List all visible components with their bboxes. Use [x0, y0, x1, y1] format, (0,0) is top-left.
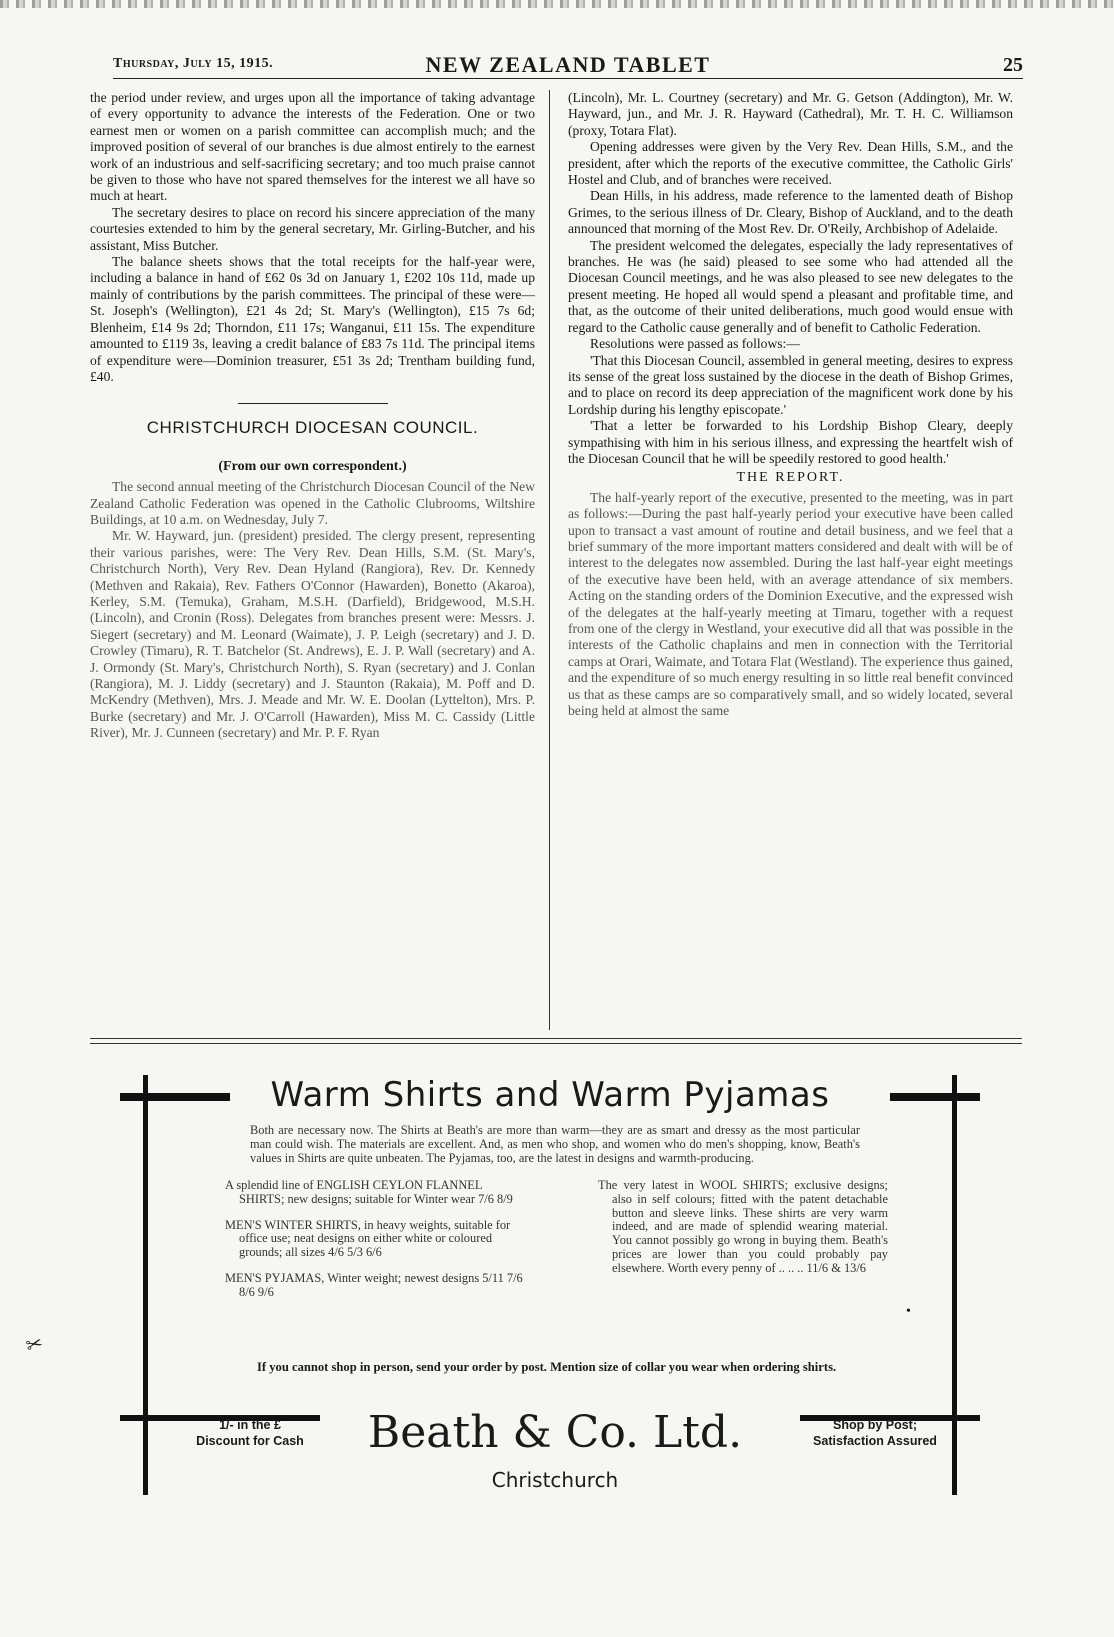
ad-item: MEN'S WINTER SHIRTS, in heavy weights, suitable for office use; neat designs on either white or coloured grounds; all sizes 4/6 5/3 6/6: [225, 1217, 511, 1260]
ad-item: The very latest in WOOL SHIRTS; exclusive designs; also in self colours; fitted with the patent detachable button and sleeve links. These shirts are very warm indeed, and are made of splendid wearing material. You cannot possibly go wrong in buying them. Beath's prices are lower than you could probably pay elsewhere. Worth every penny of .. .. .. 11/6 & 13/6: [598, 1178, 888, 1275]
ad-company-name: Beath & Co. Ltd.: [367, 1407, 743, 1458]
ad-shop-by-post: [795, 1417, 955, 1449]
ad-items-right: [598, 1179, 888, 1288]
paragraph: (Lincoln), Mr. L. Courtney (secretary) and Mr. G. Getson (Addington), Mr. W. Hayward, jun., and Mr. J. R. Hayward (Cathedral), Mr. T. H. C. Williamson (proxy, Totara Flat).: [568, 90, 1013, 138]
byline: (From our own correspondent.): [218, 458, 407, 474]
ad-items-left: [225, 1179, 525, 1312]
column-divider: [549, 90, 550, 1030]
ad-footer: If you cannot shop in person, send your order by post. Mention size of collar you wear when ordering shirts.: [257, 1360, 837, 1374]
report-subhead: THE REPORT.: [736, 470, 845, 486]
publication-title: NEW ZEALAND TABLET: [425, 52, 711, 77]
paragraph: The secretary desires to place on record his sincere appreciation of the many courtesies extended to him by the general secretary, Mr. Girling-Butcher, and his assistant, Miss Butcher.: [90, 204, 535, 253]
discount-line: 1/- in the £: [219, 1418, 281, 1432]
paragraph: Mr. W. Hayward, jun. (president) presided. The clergy present, representing their various parishes, were: The Very Rev. Dean Hills, S.M. (St. Mary's, Christchurch North), Very Rev. Dean Hyland (Rangiora), Rev. Dr. Kennedy (Methven and Rakaia), Rev. Fathers O'Connor (Hawarden), Bonetto (Akaroa), Kerley, S.M. (Temuka), Graham, M.S.H. (Darfield), Bridgewood, M.S.H. (Lincoln), and Cronin (Ross). Delegates from branches present were: Messrs. J. Siegert (secretary) and M. Leonard (Waimate), J. P. Leigh (secretary) and J. D. Crowley (Timaru), R. T. Batchelor (St. Andrews), E. J. P. Wall (secretary) and A. J. Ormondy (St. Mary's, Christchurch North), S. Ryan (secretary) and J. Conlan (Rangiora), M. J. Liddy (secretary) and J. Staunton (Rakaia), M. Poff and D. McKendry (Methven), Mrs. J. Meade and Mr. W. E. Doolan (Lyttelton), Mrs. P. Burke (secretary) and Mr. J. O'Carroll (Hawarden), Miss M. C. Cassidy (Little River), Mr. J. Cunneen (secretary) and Mr. P. F. Ryan: [90, 528, 535, 741]
paragraph: the period under review, and urges upon all the importance of taking advantage of every opportunity to advance the interests of the Federation. One or two earnest men or women on a parish committee can accomplish much; and the improved position of several of our branches is due almost entirely to the earnest work of an industrious and self-sacrificing secretary; and too much praise cannot be given to those who have not spared themselves for the interest we all have so much at heart.: [90, 90, 535, 204]
ad-city: Christchurch: [491, 1468, 619, 1492]
paragraph: Dean Hills, in his address, made reference to the lamented death of Bishop Grimes, to the serious illness of Dr. Cleary, Bishop of Auckland, and to the death announced that morning of the Most Rev. Dr. O'Reily, Archbishop of Adelaide.: [568, 188, 1013, 237]
resolution: 'That a letter be forwarded to his Lordship Bishop Cleary, deeply sympathising with him in his serious illness, and expressing the heartfelt wish of the Diocesan Council that he will be speedily restored to good health.': [568, 418, 1013, 466]
scan-edge-noise: [0, 0, 1114, 8]
ad-item: MEN'S PYJAMAS, Winter weight; newest designs 5/11 7/6 8/6 9/6: [225, 1270, 523, 1299]
paragraph: The president welcomed the delegates, especially the lady representatives of branches. He was (he said) pleased to see some who had attended all the Diocesan Council meetings, and he was also pleased to see new delegates to the present meeting. He hoped all would spend a pleasant and profitable time, and that, as the outcome of their united deliberations, much good would ensue with regard to the Catholic cause generally and of benefit to Catholic Federation.: [568, 237, 1013, 335]
ad-discount: [180, 1417, 320, 1449]
page-number: 25: [1003, 54, 1023, 76]
shop-line: Shop by Post;: [832, 1418, 918, 1432]
ad-headline: Warm Shirts and Warm Pyjamas: [270, 1075, 830, 1115]
paragraph: Opening addresses were given by the Very Rev. Dean Hills, S.M., and the president, after which the reports of the executive committee, the Catholic Girls' Hostel and Club, and of branches were received.: [568, 139, 1013, 188]
issue-date: Thursday, July 15, 1915.: [113, 56, 274, 71]
paragraph: The balance sheets shows that the total receipts for the half-year were, including a balance in hand of £62 0s 3d on January 1, £202 10s 11d, made up mainly of contributions by the parish committees. The principal of these were—St. Joseph's (Wellington), £21 4s 2d; St. Mary's (Wellington), £15 7s 6d; Blenheim, £14 9s 2d; Thorndon, £11 17s; Wanganui, £11 15s. The expenditure amounted to £119 3s, leaving a credit balance of £83 7s 11d. The principal items of expenditure were—Dominion treasurer, £51 3s 2d; Trentham building fund, £40.: [90, 254, 535, 384]
ad-item: A splendid line of ENGLISH CEYLON FLANNEL SHIRTS; new designs; suitable for Winter wear 7/6 8/9: [225, 1178, 513, 1206]
section-divider: [238, 403, 388, 404]
bullet-mark-icon: •: [906, 1304, 911, 1319]
ad-intro: Both are necessary now. The Shirts at Beath's are more than warm—they are as smart and dressy as the most particular man could wish. The materials are excellent. And, as men who shop, and women who do men's shopping, know, Beath's values in Shirts are quite unbeaten. The Pyjamas, too, are the latest in designs and warmth-producing.: [250, 1123, 860, 1166]
ad-border-left: [143, 1075, 148, 1495]
left-column: [90, 90, 535, 742]
paragraph: The half-yearly report of the executive, presented to the meeting, was in part as follows:—During the past half-yearly period your executive have been called upon to transact a vast amount of routine and detail business, and we feel that a brief summary of the more important matters considered and dealt with will be of interest to the delegates now assembled. During the last half-year eight meetings of the executive have been held, with an average attendance of six members. Acting on the standing orders of the Dominion Executive, and the expressed wish of the delegates at the half-yearly meeting at Timaru, together with a request from one of the clergy in Westland, your executive did all that was possible in the interests of the Catholic chaplains and men in connection with the Territorial camps at Orari, Waimate, and Totara Flat (Westland). The experience thus gained, and the expenditure of so much energy resulting in so little real benefit convinced us that as these camps are so comparatively small, and so widely located, several being held at almost the same: [568, 489, 1013, 719]
resolution: 'That this Diocesan Council, assembled in general meeting, desires to express its sense of the great loss sustained by the diocese in the death of Bishop Grimes, and to place on record its deep appreciation of the magnificent work done by his Lordship during his lengthy episcopate.': [568, 352, 1013, 417]
paragraph: Resolutions were passed as follows:—: [590, 336, 800, 352]
page-header: [113, 52, 1023, 79]
paragraph: The second annual meeting of the Christchurch Diocesan Council of the New Zealand Catholic Federation was opened in the Catholic Clubrooms, Wiltshire Buildings, at 10 a.m. on Wednesday, July 7.: [90, 479, 535, 527]
ad-separator-rule: [90, 1038, 1022, 1044]
discount-line: Discount for Cash: [196, 1434, 304, 1448]
right-column: [568, 90, 1013, 719]
section-title: CHRISTCHURCH DIOCESAN COUNCIL.: [146, 418, 479, 438]
scissors-mark-icon: ✂: [23, 1332, 46, 1358]
advertisement: [120, 1075, 980, 1495]
shop-line: Satisfaction Assured: [813, 1434, 937, 1448]
